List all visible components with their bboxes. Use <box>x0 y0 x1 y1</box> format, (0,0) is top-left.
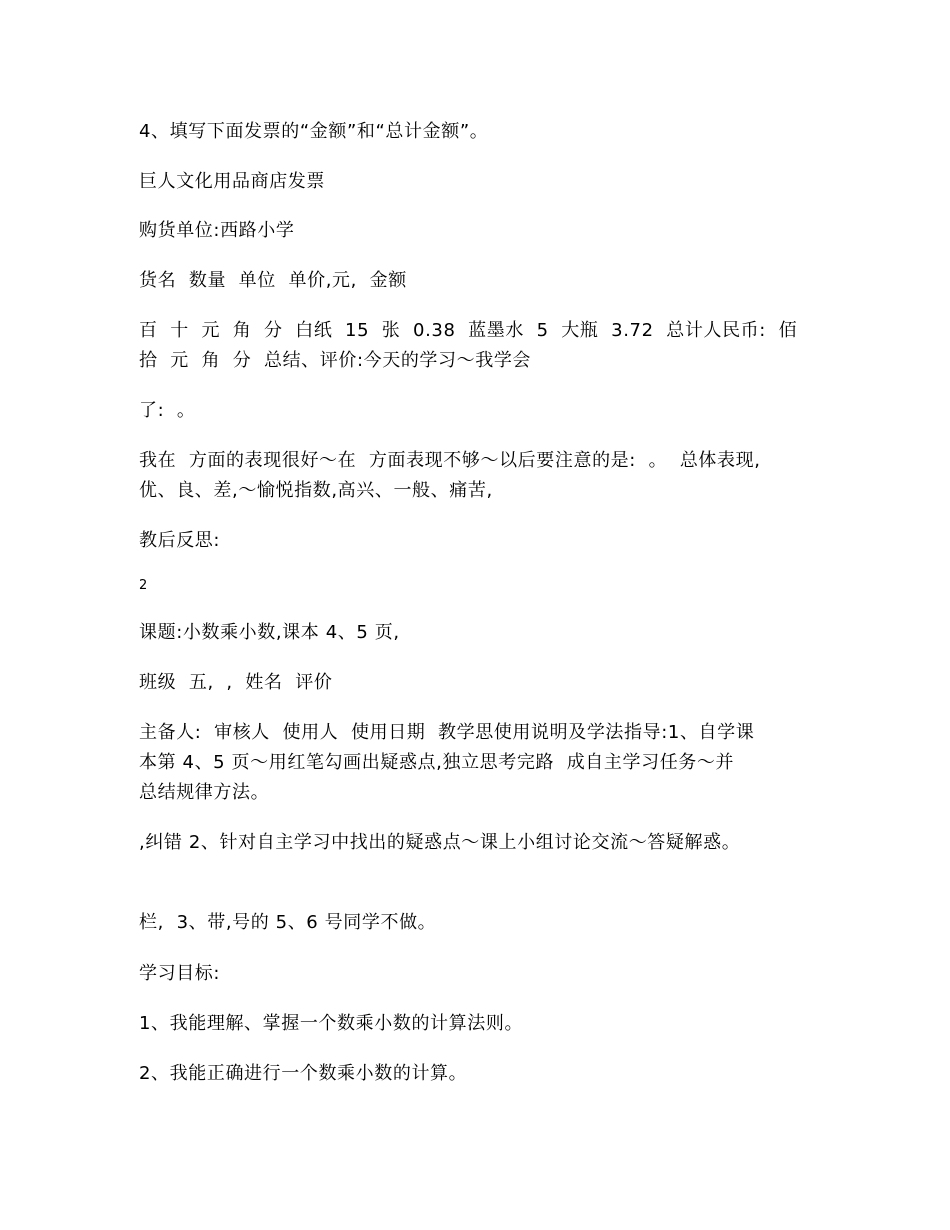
invoice-header-row: 货名 数量 单位 单价,元, 金额 <box>139 270 407 291</box>
self-evaluation-line-2: 优、良、差,～愉悦指数,高兴、一般、痛苦, <box>139 480 493 501</box>
lesson-topic: 课题:小数乘小数,课本 4、5 页, <box>139 622 400 643</box>
instructions-line-3: 总结规律方法。 <box>139 782 270 803</box>
error-correction-line: ,纠错 2、针对自主学习中找出的疑惑点～课上小组讨论交流～答疑解惑。 <box>139 832 741 853</box>
instructions-line-1: 主备人: 审核人 使用人 使用日期 教学思使用说明及学法指导:1、自学课 <box>139 722 755 743</box>
self-evaluation-line-1: 我在 方面的表现很好～在 方面表现不够～以后要注意的是: 。 总体表现, <box>139 450 761 471</box>
learning-objectives-heading: 学习目标: <box>139 963 221 984</box>
invoice-buyer: 购货单位:西路小学 <box>139 220 295 241</box>
class-name-evaluation: 班级 五, , 姓名 评价 <box>139 672 333 693</box>
page-number: 2 <box>139 578 148 593</box>
instructions-line-2: 本第 4、5 页～用红笔勾画出疑惑点,独立思考完路 成自主学习任务～并 <box>139 752 735 773</box>
objective-1: 1、我能理解、掌握一个数乘小数的计算法则。 <box>139 1013 524 1034</box>
exemption-note: 栏, 3、带,号的 5、6 号同学不做。 <box>139 912 437 933</box>
teaching-reflection-label: 教后反思: <box>139 530 221 551</box>
invoice-title: 巨人文化用品商店发票 <box>139 171 325 192</box>
objective-2: 2、我能正确进行一个数乘小数的计算。 <box>139 1063 468 1084</box>
question-4-instruction: 4、填写下面发票的“金额”和“总计金额”。 <box>139 121 489 142</box>
invoice-items-line-1: 百 十 元 角 分 白纸 15 张 0.38 蓝墨水 5 大瓶 3.72 总计人民币: 佰 <box>139 320 798 341</box>
summary-line: 了: 。 <box>139 400 196 421</box>
invoice-items-line-2: 拾 元 角 分 总结、评价:今天的学习～我学会 <box>139 350 532 371</box>
